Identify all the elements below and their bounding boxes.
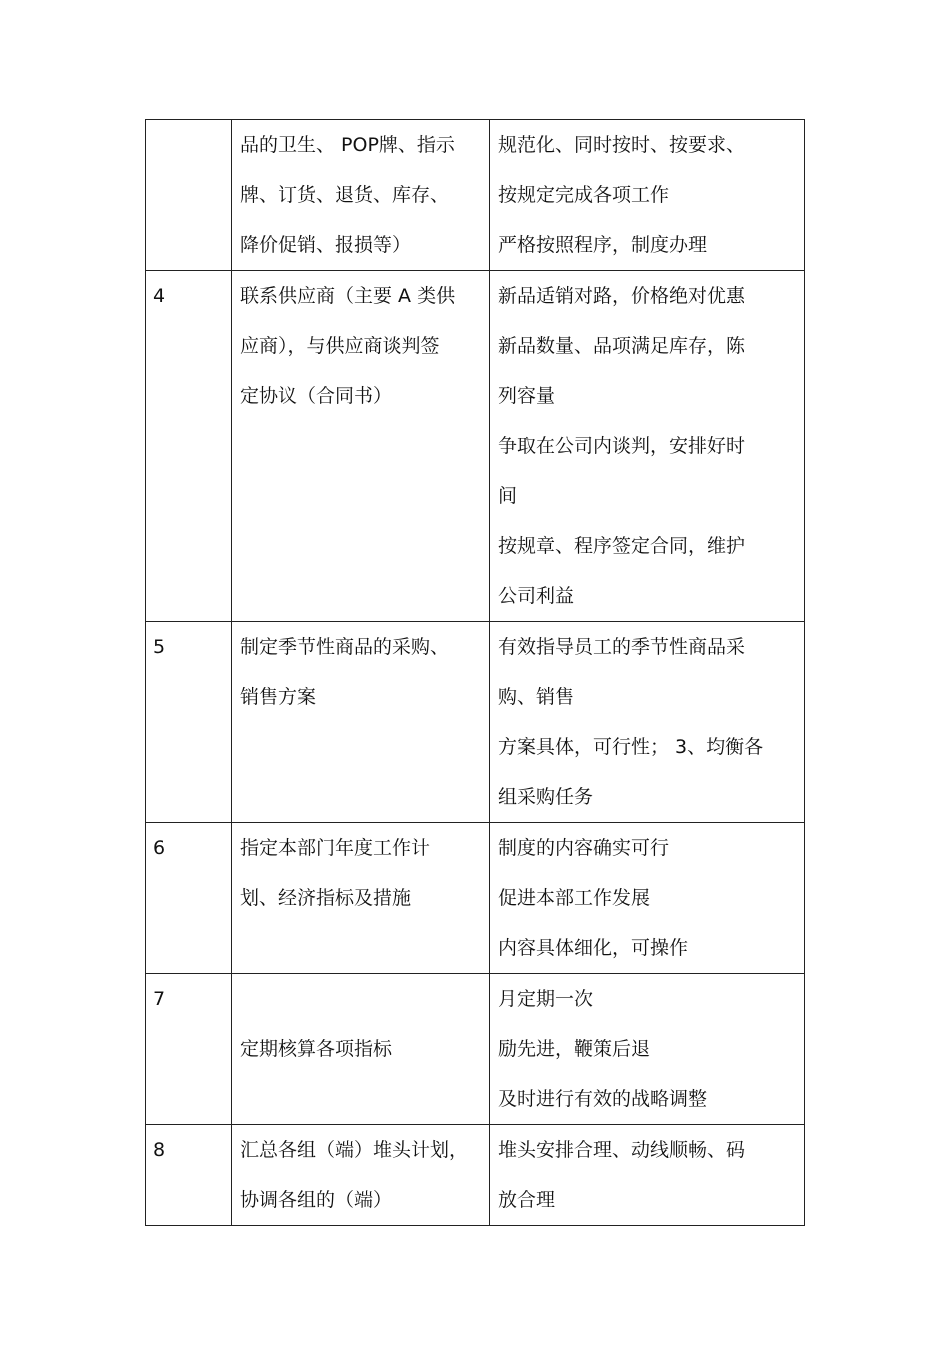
row-number-cell: [146, 823, 232, 974]
task-cell: [232, 1125, 490, 1226]
standard-line: 争取在公司内谈判，安排好时: [498, 435, 746, 457]
standard-line: 及时进行有效的战略调整: [498, 1088, 708, 1110]
task-line: 销售方案: [240, 686, 317, 708]
task-cell: [232, 120, 490, 271]
row-number: 6: [153, 837, 166, 859]
task-line: 划、经济指标及措施: [240, 887, 412, 909]
task-line: 应商），与供应商谈判签: [240, 335, 440, 357]
standard-line: 列容量: [498, 385, 556, 407]
standard-cell: [490, 271, 805, 622]
standard-line: 新品适销对路，价格绝对优惠: [498, 285, 746, 307]
standard-cell: [490, 974, 805, 1125]
table-row: [146, 622, 805, 823]
row-number-cell: [146, 1125, 232, 1226]
table-row: [146, 271, 805, 622]
task-cell: [232, 622, 490, 823]
standard-line: 励先进，鞭策后退: [498, 1038, 651, 1060]
standard-line: 放合理: [498, 1189, 556, 1211]
table-row: [146, 120, 805, 271]
standard-line: 有效指导员工的季节性商品采: [498, 636, 746, 658]
task-spacer: [240, 974, 485, 1024]
standard-cell: [490, 120, 805, 271]
standard-line: 严格按照程序，制度办理: [498, 234, 708, 256]
task-line: 联系供应商（主要 A 类供: [240, 285, 456, 307]
task-line: 定期核算各项指标: [240, 1038, 393, 1060]
row-number: [153, 120, 231, 170]
table-row: [146, 974, 805, 1125]
table-row: [146, 823, 805, 974]
standard-line: 按规定完成各项工作: [498, 184, 670, 206]
standard-line: 促进本部工作发展: [498, 887, 651, 909]
standard-line: 制度的内容确实可行: [498, 837, 670, 859]
standard-line: 公司利益: [498, 585, 575, 607]
standard-line: 间: [498, 485, 518, 507]
row-number: 8: [153, 1139, 166, 1161]
task-cell: [232, 974, 490, 1125]
task-line: 牌、订货、退货、库存、: [240, 184, 450, 206]
task-cell: [232, 823, 490, 974]
standard-line: 月定期一次: [498, 988, 594, 1010]
row-number-cell: [146, 622, 232, 823]
row-number: 7: [153, 988, 166, 1010]
task-line: 指定本部门年度工作计: [240, 837, 431, 859]
standard-line: 按规章、程序签定合同，维护: [498, 535, 746, 557]
table-row: [146, 1125, 805, 1226]
row-number-cell: [146, 974, 232, 1125]
standard-line: 方案具体，可行性； 3、均衡各: [498, 736, 764, 758]
standard-cell: [490, 622, 805, 823]
standard-line: 规范化、同时按时、按要求、: [498, 134, 746, 156]
task-line: 定协议（合同书）: [240, 385, 393, 407]
standard-line: 组采购任务: [498, 786, 594, 808]
content-table: [145, 119, 805, 1226]
standard-line: 新品数量、品项满足库存，陈: [498, 335, 746, 357]
row-number: 5: [153, 636, 166, 658]
standard-line: 内容具体细化，可操作: [498, 937, 689, 959]
row-number: 4: [153, 285, 166, 307]
task-line: 制定季节性商品的采购、: [240, 636, 450, 658]
standard-cell: [490, 1125, 805, 1226]
row-number-cell: [146, 271, 232, 622]
task-cell: [232, 271, 490, 622]
task-line: 品的卫生、 POP牌、指示: [240, 134, 455, 156]
row-number-cell: [146, 120, 232, 271]
standard-line: 购、销售: [498, 686, 575, 708]
standard-cell: [490, 823, 805, 974]
task-line: 协调各组的（端）: [240, 1189, 393, 1211]
task-line: 降价促销、报损等）: [240, 234, 412, 256]
standard-line: 堆头安排合理、动线顺畅、码: [498, 1139, 746, 1161]
task-line: 汇总各组（端）堆头计划，: [240, 1139, 469, 1161]
